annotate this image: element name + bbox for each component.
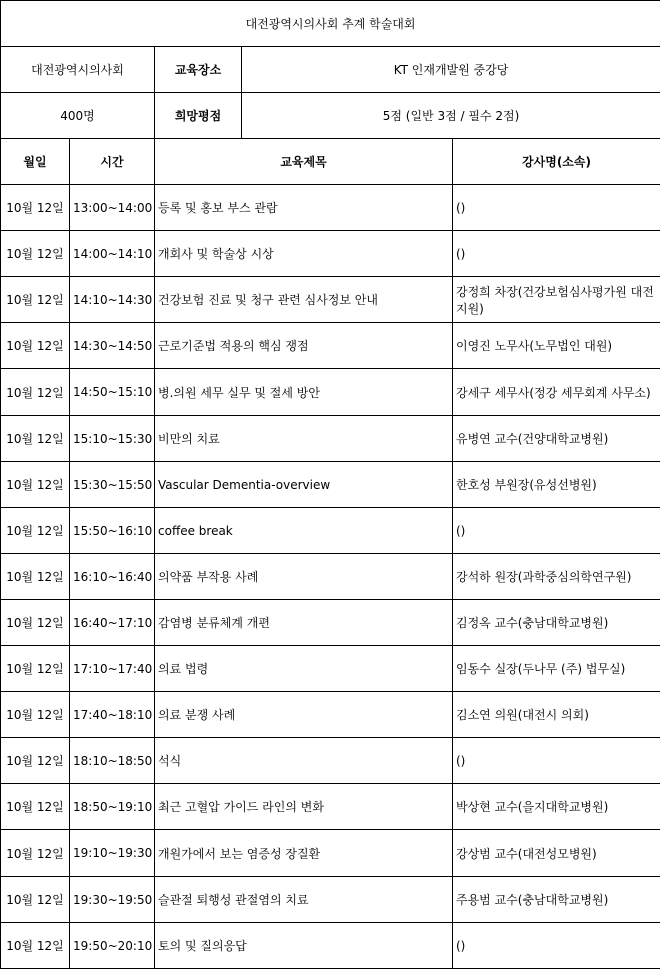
session-lecturer: (): [453, 923, 660, 969]
header-time: 시간: [70, 139, 155, 185]
table-row: [1, 877, 660, 923]
capacity-value: 400명: [1, 93, 155, 139]
session-subject: coffee break: [155, 508, 453, 554]
session-lecturer: 강석하 원장(과학중심의학연구원): [453, 554, 660, 600]
session-subject: 비만의 치료: [155, 416, 453, 462]
capacity-row: [1, 93, 660, 139]
table-row: [1, 692, 660, 738]
table-row: [1, 830, 660, 877]
table-row: [1, 646, 660, 692]
session-subject: 최근 고혈압 가이드 라인의 변화: [155, 784, 453, 830]
session-subject: 의료 법령: [155, 646, 453, 692]
session-subject: 개회사 및 학술상 시상: [155, 231, 453, 277]
session-time: 19:50~20:10: [70, 923, 155, 969]
session-lecturer: 김소연 의원(대전시 의회): [453, 692, 660, 738]
session-date: 10월 12일: [1, 416, 70, 462]
table-row: [1, 554, 660, 600]
session-lecturer: 박상현 교수(을지대학교병원): [453, 784, 660, 830]
table-row: [1, 323, 660, 369]
venue-label: 교육장소: [155, 47, 242, 93]
session-lecturer: 김정옥 교수(충남대학교병원): [453, 600, 660, 646]
session-time: 14:30~14:50: [70, 323, 155, 369]
session-date: 10월 12일: [1, 323, 70, 369]
session-time: 15:30~15:50: [70, 462, 155, 508]
session-time: 16:10~16:40: [70, 554, 155, 600]
session-subject: 슬관절 퇴행성 관절염의 치료: [155, 877, 453, 923]
session-date: 10월 12일: [1, 231, 70, 277]
session-lecturer: 유병연 교수(건양대학교병원): [453, 416, 660, 462]
table-row: [1, 369, 660, 416]
session-lecturer: 임동수 실장(두나무 (주) 법무실): [453, 646, 660, 692]
host-name: 대전광역시의사회: [1, 47, 155, 93]
session-subject: 건강보험 진료 및 청구 관련 심사정보 안내: [155, 277, 453, 323]
session-time: 16:40~17:10: [70, 600, 155, 646]
session-subject: 토의 및 질의응답: [155, 923, 453, 969]
session-time: 19:10~19:30: [70, 830, 155, 877]
session-time: 18:50~19:10: [70, 784, 155, 830]
session-subject: 의약품 부작용 사례: [155, 554, 453, 600]
session-time: 14:10~14:30: [70, 277, 155, 323]
venue-value: KT 인재개발원 중강당: [242, 47, 660, 93]
session-time: 19:30~19:50: [70, 877, 155, 923]
session-time: 15:50~16:10: [70, 508, 155, 554]
session-subject: 등록 및 홍보 부스 관람: [155, 185, 453, 231]
session-subject: Vascular Dementia-overview: [155, 462, 453, 508]
table-row: [1, 784, 660, 830]
session-lecturer: 강상범 교수(대전성모병원): [453, 830, 660, 877]
table-row: [1, 738, 660, 784]
session-lecturer: 주용범 교수(충남대학교병원): [453, 877, 660, 923]
header-lecturer: 강사명(소속): [453, 139, 660, 185]
session-lecturer: 한호성 부원장(유성선병원): [453, 462, 660, 508]
header-subject: 교육제목: [155, 139, 453, 185]
table-row: [1, 231, 660, 277]
table-row: [1, 277, 660, 323]
session-time: 17:10~17:40: [70, 646, 155, 692]
session-time: 18:10~18:50: [70, 738, 155, 784]
session-date: 10월 12일: [1, 554, 70, 600]
session-subject: 병.의원 세무 실무 및 절세 방안: [155, 369, 453, 416]
table-row: [1, 416, 660, 462]
table-row: [1, 462, 660, 508]
session-date: 10월 12일: [1, 830, 70, 877]
table-row: [1, 600, 660, 646]
session-date: 10월 12일: [1, 185, 70, 231]
session-date: 10월 12일: [1, 508, 70, 554]
session-time: 15:10~15:30: [70, 416, 155, 462]
session-subject: 의료 분쟁 사례: [155, 692, 453, 738]
session-time: 14:50~15:10: [70, 369, 155, 416]
session-date: 10월 12일: [1, 369, 70, 416]
session-lecturer: (): [453, 231, 660, 277]
session-date: 10월 12일: [1, 600, 70, 646]
session-subject: 석식: [155, 738, 453, 784]
header-row: [1, 139, 660, 185]
table-row: [1, 185, 660, 231]
session-subject: 근로기준법 적용의 핵심 쟁점: [155, 323, 453, 369]
table-row: [1, 923, 660, 969]
session-time: 13:00~14:00: [70, 185, 155, 231]
credits-value: 5점 (일반 3점 / 필수 2점): [242, 93, 660, 139]
session-lecturer: 강세구 세무사(정강 세무회계 사무소): [453, 369, 660, 416]
session-date: 10월 12일: [1, 784, 70, 830]
session-lecturer: (): [453, 185, 660, 231]
session-date: 10월 12일: [1, 738, 70, 784]
session-time: 14:00~14:10: [70, 231, 155, 277]
session-lecturer: 강정희 차장(건강보험심사평가원 대전지원): [453, 277, 660, 323]
session-lecturer: (): [453, 738, 660, 784]
venue-row: [1, 47, 660, 93]
session-date: 10월 12일: [1, 692, 70, 738]
session-subject: 개원가에서 보는 염증성 장질환: [155, 830, 453, 877]
session-date: 10월 12일: [1, 462, 70, 508]
session-time: 17:40~18:10: [70, 692, 155, 738]
session-lecturer: (): [453, 508, 660, 554]
event-title: 대전광역시의사회 추계 학술대회: [1, 1, 660, 47]
session-lecturer: 이영진 노무사(노무법인 대원): [453, 323, 660, 369]
title-row: [1, 1, 660, 47]
credits-label: 희망평점: [155, 93, 242, 139]
session-date: 10월 12일: [1, 646, 70, 692]
session-date: 10월 12일: [1, 877, 70, 923]
session-date: 10월 12일: [1, 923, 70, 969]
table-row: [1, 508, 660, 554]
header-date: 월일: [1, 139, 70, 185]
session-date: 10월 12일: [1, 277, 70, 323]
session-subject: 감염병 분류체계 개편: [155, 600, 453, 646]
